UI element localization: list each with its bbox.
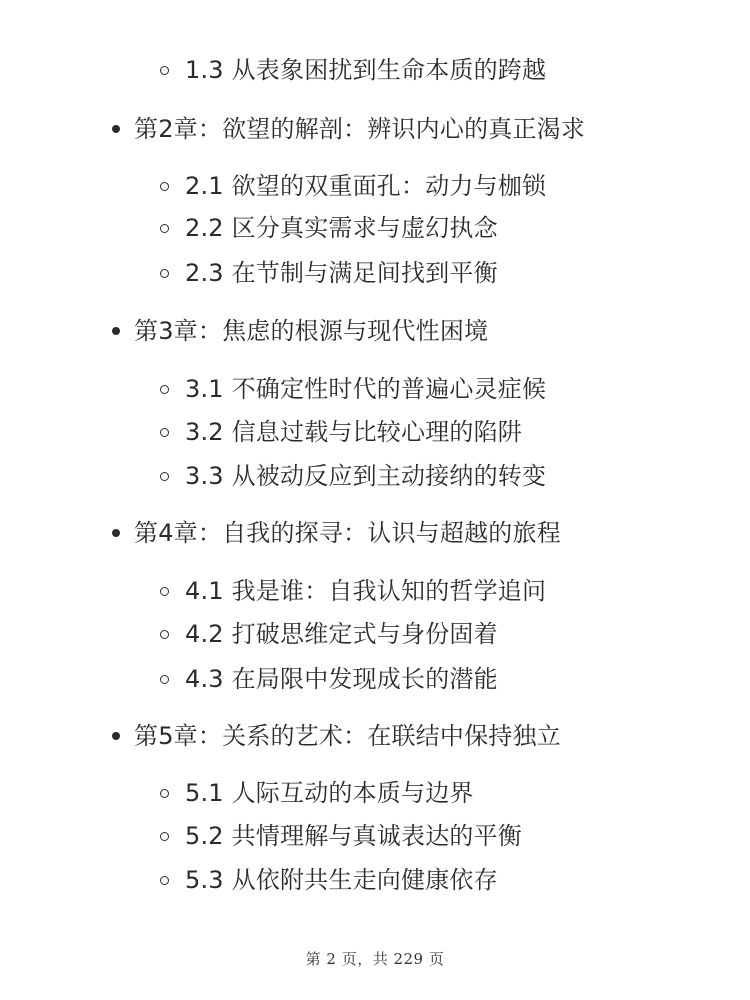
toc-section-text: 4.2 打破思维定式与身份固着 xyxy=(185,620,498,648)
filled-disc-bullet-icon xyxy=(112,529,120,537)
toc-section-item xyxy=(160,571,546,611)
toc-section-item xyxy=(160,860,498,900)
toc-section-text: 1.3 从表象困扰到生命本质的跨越 xyxy=(185,56,547,84)
hollow-circle-bullet-icon xyxy=(160,472,169,481)
toc-section-text: 4.1 我是谁：自我认知的哲学追问 xyxy=(185,577,547,605)
toc-section-item xyxy=(160,456,546,496)
hollow-circle-bullet-icon xyxy=(160,630,169,639)
toc-section-text: 5.1 人际互动的本质与边界 xyxy=(185,779,474,807)
toc-chapter-text: 第2章：欲望的解剖：辨识内心的真正渴求 xyxy=(134,115,586,143)
hollow-circle-bullet-icon xyxy=(160,832,169,841)
toc-chapter-item xyxy=(112,716,561,756)
toc-section-text: 4.3 在局限中发现成长的潜能 xyxy=(185,665,498,693)
toc-chapter-item xyxy=(112,513,561,553)
hollow-circle-bullet-icon xyxy=(160,385,169,394)
toc-chapter-item xyxy=(112,109,585,149)
hollow-circle-bullet-icon xyxy=(160,66,169,75)
hollow-circle-bullet-icon xyxy=(160,224,169,233)
hollow-circle-bullet-icon xyxy=(160,269,169,278)
toc-chapter-item xyxy=(112,311,488,351)
hollow-circle-bullet-icon xyxy=(160,428,169,437)
toc-section-text: 2.1 欲望的双重面孔：动力与枷锁 xyxy=(185,172,547,200)
filled-disc-bullet-icon xyxy=(112,732,120,740)
hollow-circle-bullet-icon xyxy=(160,675,169,684)
filled-disc-bullet-icon xyxy=(112,125,120,133)
toc-section-item xyxy=(160,816,522,856)
toc-section-item xyxy=(160,50,546,90)
toc-section-item xyxy=(160,659,498,699)
toc-chapter-text: 第3章：焦虑的根源与现代性困境 xyxy=(134,317,489,345)
toc-section-text: 2.3 在节制与满足间找到平衡 xyxy=(185,259,498,287)
toc-section-text: 2.2 区分真实需求与虚幻执念 xyxy=(185,214,498,242)
toc-section-text: 3.2 信息过载与比较心理的陷阱 xyxy=(185,418,522,446)
toc-chapter-text: 第4章：自我的探寻：认识与超越的旅程 xyxy=(134,519,561,547)
toc-section-item xyxy=(160,253,498,293)
hollow-circle-bullet-icon xyxy=(160,587,169,596)
toc-section-item xyxy=(160,208,498,248)
filled-disc-bullet-icon xyxy=(112,327,120,335)
toc-section-text: 3.1 不确定性时代的普遍心灵症候 xyxy=(185,375,547,403)
hollow-circle-bullet-icon xyxy=(160,789,169,798)
toc-section-item xyxy=(160,614,498,654)
toc-section-item xyxy=(160,773,474,813)
toc-chapter-text: 第5章：关系的艺术：在联结中保持独立 xyxy=(134,722,561,750)
toc-section-text: 3.3 从被动反应到主动接纳的转变 xyxy=(185,462,547,490)
toc-section-text: 5.2 共情理解与真诚表达的平衡 xyxy=(185,822,522,850)
toc-section-item xyxy=(160,369,546,409)
page-number-footer: 第 2 页，共 229 页 xyxy=(305,950,445,968)
toc-section-item xyxy=(160,166,546,206)
toc-section-item xyxy=(160,412,522,452)
hollow-circle-bullet-icon xyxy=(160,182,169,191)
toc-section-text: 5.3 从依附共生走向健康依存 xyxy=(185,866,498,894)
hollow-circle-bullet-icon xyxy=(160,876,169,885)
